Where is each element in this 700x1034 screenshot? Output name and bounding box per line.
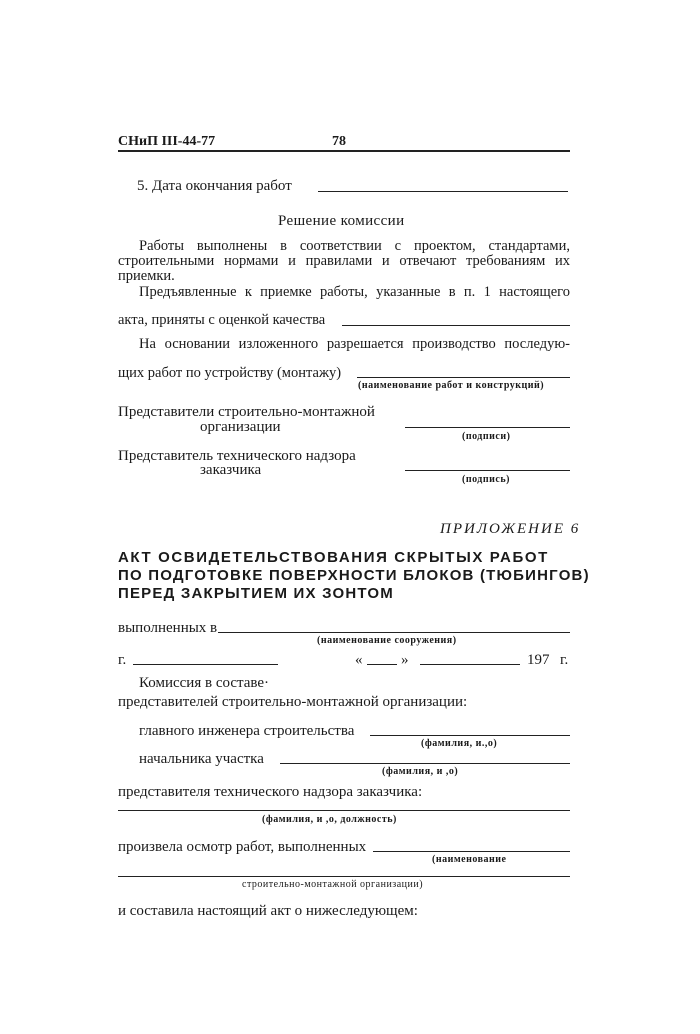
decision-para1-line3: приемки.: [118, 268, 175, 284]
rep2-caption: (подпись): [462, 474, 510, 485]
document-code: СНиП III-44-77: [118, 134, 216, 149]
year-text: 197: [527, 652, 550, 668]
decision-para3-line2: щих работ по устройству (монтажу): [118, 365, 342, 381]
header-rule: [118, 150, 570, 152]
act-title-line2: ПО ПОДГОТОВКЕ ПОВЕРХНОСТИ БЛОКОВ (ТЮБИНГОВ): [118, 567, 590, 584]
page-number: 78: [332, 134, 346, 149]
inspection-label: произвела осмотр работ, выполненных: [118, 839, 367, 855]
rep2-signature-line[interactable]: [405, 470, 570, 471]
decision-para3-line1: На основании изложенного разрешается производство последую-: [139, 336, 570, 352]
rep1-caption: (подписи): [462, 431, 511, 442]
quote-open: «: [355, 652, 363, 668]
decision-para1-line1: Работы выполнены в соответствии с проектом, стандартами,: [139, 238, 570, 254]
contractor-reps-label: представителей строительно-монтажной организации:: [118, 694, 468, 710]
city-line[interactable]: [133, 664, 278, 665]
customer-rep-line[interactable]: [118, 810, 570, 811]
site-head-caption: (фамилия, и ,о): [382, 766, 459, 777]
closing-text: и составила настоящий акт о нижеследующем:: [118, 903, 418, 919]
customer-reps-label: представителя технического надзора заказчика:: [118, 784, 423, 800]
commission-label: Комиссия в составе·: [139, 675, 270, 691]
rep1-line1: Представители строительно-монтажной: [118, 404, 375, 420]
chief-engineer-caption: (фамилия, и.,о): [421, 738, 498, 749]
rep2-line2: заказчика: [200, 462, 262, 478]
rep1-line2: организации: [200, 419, 281, 435]
decision-para1-line2: строительными нормами и правилами и отвечают требованиям их: [118, 253, 570, 269]
appendix-label: ПРИЛОЖЕНИЕ 6: [440, 521, 581, 537]
quote-close: »: [401, 652, 409, 668]
chief-engineer-label: главного инженера строительства: [139, 723, 355, 739]
contractor-name-line2[interactable]: [118, 876, 570, 877]
act-title-line3: ПЕРЕД ЗАКРЫТИЕМ ИХ ЗОНТОМ: [118, 585, 394, 602]
rep2-line1: Представитель технического надзора: [118, 448, 356, 464]
customer-rep-caption: (фамилия, и ,о, должность): [262, 814, 397, 825]
site-head-line[interactable]: [280, 763, 570, 764]
site-head-label: начальника участка: [139, 751, 264, 767]
structure-name-caption: (наименование сооружения): [317, 635, 457, 646]
day-line[interactable]: [367, 664, 397, 665]
chief-engineer-line[interactable]: [370, 735, 570, 736]
next-works-line[interactable]: [357, 377, 570, 378]
city-prefix: г.: [118, 652, 127, 668]
decision-para2-line1: Предъявленные к приемке работы, указанные в п. 1 настоящего: [139, 284, 570, 300]
contractor-name-line[interactable]: [373, 851, 570, 852]
decision-para2-line2: акта, приняты с оценкой качества: [118, 312, 326, 328]
act-title-line1: АКТ ОСВИДЕТЕЛЬСТВОВАНИЯ СКРЫТЫХ РАБОТ: [118, 549, 549, 566]
decision-title: Решение комиссии: [278, 213, 405, 229]
contractor-name-caption1: (наименование: [432, 854, 507, 865]
end-date-label: 5. Дата окончания работ: [137, 178, 292, 194]
quality-line[interactable]: [342, 325, 570, 326]
performed-in-label: выполненных в: [118, 620, 218, 636]
structure-name-line[interactable]: [218, 632, 570, 633]
rep1-signature-line[interactable]: [405, 427, 570, 428]
contractor-name-caption2: строительно-монтажной организации): [242, 879, 424, 890]
month-line[interactable]: [420, 664, 520, 665]
end-date-line[interactable]: [318, 191, 568, 192]
next-works-caption: (наименование работ и конструкций): [358, 380, 545, 391]
year-suffix: г.: [560, 652, 569, 668]
